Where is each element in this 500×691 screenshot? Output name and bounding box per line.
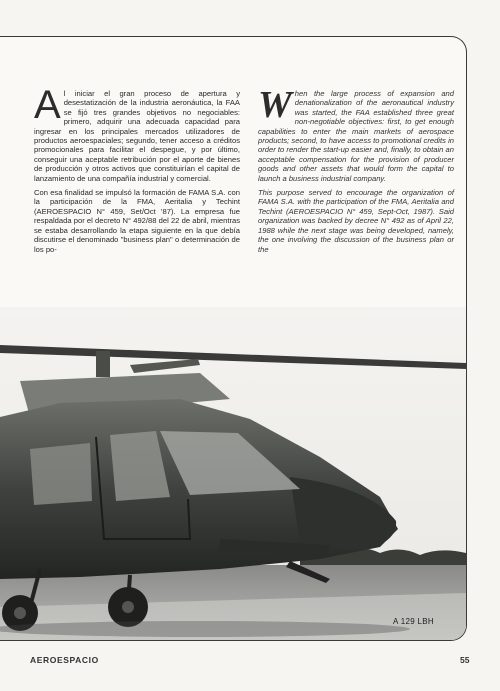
english-dropcap: W bbox=[258, 84, 292, 126]
helicopter-photo bbox=[0, 307, 466, 640]
english-paragraph-1: When the large process of expansion and denationalization of the aeronautical industry was started, the FAA established three great non-negotiable objectives: first, to get enough capabilities to enter the main markets of aerospace products; second, to have access to promotional credits in order to render the start-up easier and, finally, to obtain an acceptable compensation for the provision of producer goods and other assets that would form the capital to launch a business industrial company. bbox=[258, 84, 454, 183]
photo-caption: A 129 LBH bbox=[393, 617, 434, 626]
page-frame bbox=[0, 36, 467, 641]
footer-page-number: 55 bbox=[460, 655, 470, 665]
spanish-paragraph-2: Con esa finalidad se impulsó la formación de FAMA S.A. con la participación de la FMA, Aeritalia y Techint (AEROESPACIO N° 459, Set/Oct '87). La empresa fue respaldada por el decreto N° 492/88 del 22 de abril, mientras se estaba desarrollando la etapa siguiente en la que debía discutirse el denominado "business plan" o determinación de los po- bbox=[34, 188, 240, 254]
spanish-column bbox=[34, 83, 240, 259]
helicopter-illustration bbox=[0, 307, 466, 640]
spanish-dropcap: A bbox=[34, 83, 61, 127]
english-column bbox=[258, 84, 454, 259]
english-paragraph-2: This purpose served to encourage the organization of FAMA S.A. with the participation of the FMA, Aeritalia and Techint (AEROESPACIO N° 459, Sept-Oct, 1987). Said organization was backed by decree N° 492 as of April 22, 1988 while the next stage was being developed, namely, the one involving the discussion of the business plan or the bbox=[258, 188, 454, 254]
spanish-paragraph-1: Al iniciar el gran proceso de apertura y desestatización de la industria aeronáutica, la FAA se fijó tres grandes objetivos no negociables: primero, adquirir una adecuada capacidad para ingresar en los principales mercados utilizadores de productos aeroespaciales; segundo, tener acceso a créditos promocionales para facilitar el despegue, y por último, conseguir una aceptable retribución por el aporte de bienes de producción y otros activos que constituirían el capital de lanzamiento de una compañía industrial y comercial. bbox=[34, 83, 240, 183]
footer-magazine-name: AEROESPACIO bbox=[30, 655, 99, 665]
